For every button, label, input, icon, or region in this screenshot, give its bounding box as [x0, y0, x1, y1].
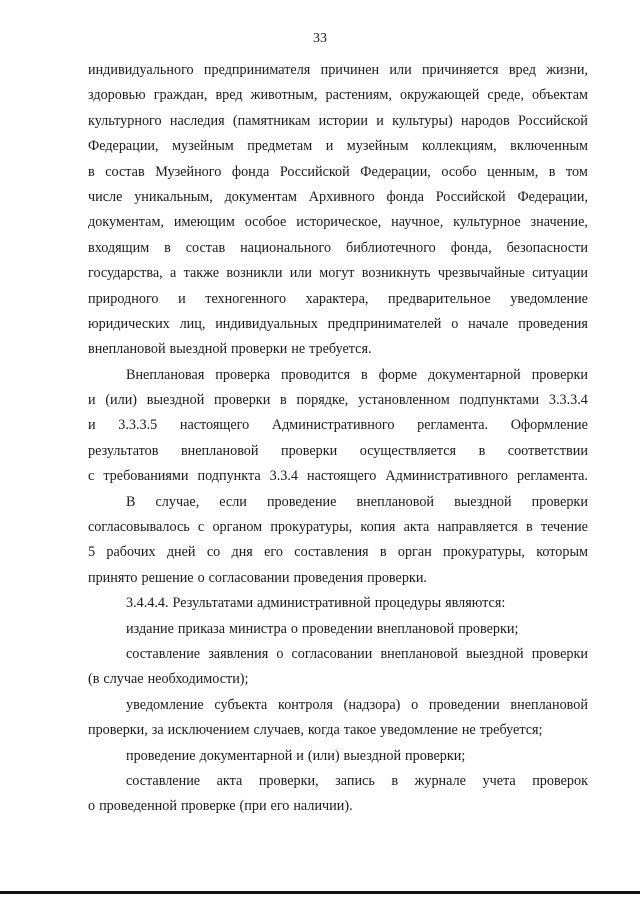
word: наследия: [169, 112, 225, 129]
word: в: [280, 392, 287, 409]
word: особо: [441, 163, 477, 180]
word: проверке: [180, 798, 236, 815]
word: не: [291, 341, 306, 358]
paragraph: [88, 617, 588, 642]
word: проверки: [531, 493, 588, 510]
word: уведомление: [510, 290, 588, 307]
word: согласовывалось: [88, 519, 190, 536]
word: имеющим: [173, 214, 235, 231]
word: ценным,: [487, 163, 539, 180]
word: и: [296, 747, 304, 764]
word: рабочих: [106, 544, 156, 561]
word: жизни,: [546, 62, 588, 78]
word: проверки,: [88, 722, 148, 739]
word: внеплановой: [380, 645, 458, 662]
word: и: [376, 112, 384, 129]
word: прокуратуры,: [443, 544, 525, 561]
word: уведомление: [380, 722, 458, 739]
text-line: [88, 109, 588, 134]
word: Федерации,: [517, 188, 588, 205]
word: согласовании: [291, 645, 373, 662]
word: документарной: [427, 366, 521, 383]
word: выездной: [454, 493, 512, 510]
word: Федерации,: [360, 163, 431, 180]
word: предварительное: [387, 290, 491, 307]
word: органом: [212, 519, 263, 536]
word: установленном: [358, 392, 450, 409]
word: проверки: [214, 392, 271, 409]
word: в: [478, 442, 486, 459]
word: индивидуального: [88, 62, 194, 78]
text-line: [88, 312, 588, 337]
text-line: [88, 337, 588, 362]
word: или: [389, 62, 412, 78]
word: библиотечного: [345, 239, 436, 256]
word: административной: [257, 595, 371, 612]
word: Российской: [435, 188, 506, 205]
word: о: [411, 696, 419, 713]
word: состав: [185, 239, 226, 256]
word: 3.3.3.4: [548, 392, 588, 409]
word: выездной: [169, 341, 228, 358]
text-line: [88, 769, 588, 794]
word: в: [379, 544, 387, 561]
word: требуется;: [479, 722, 543, 739]
word: Российской: [517, 112, 588, 129]
word: результатов: [88, 442, 159, 459]
word: в: [391, 772, 399, 789]
word: индивидуальных: [215, 315, 318, 332]
word: фонда,: [450, 239, 492, 256]
word: Административного: [271, 417, 395, 434]
text-line: [88, 540, 588, 565]
page-bottom-border: [0, 891, 640, 894]
word: проведении: [301, 620, 373, 637]
word: природного: [88, 290, 159, 307]
word: причинен: [320, 62, 380, 78]
word: или: [289, 265, 312, 282]
word: Результатами: [172, 595, 254, 612]
word: за: [151, 722, 164, 739]
word: и: [88, 392, 96, 409]
word: внеплановой: [180, 442, 259, 459]
text-line: [88, 413, 588, 438]
word: историческое,: [296, 214, 382, 231]
word: коллекциям,: [421, 138, 497, 155]
word: проверки: [531, 366, 588, 383]
word: растениям,: [325, 87, 392, 104]
text-line: [88, 794, 588, 819]
word: (в: [88, 671, 100, 688]
word: проведенной: [99, 798, 177, 815]
word: проводится: [280, 366, 351, 383]
word: контроля: [278, 696, 333, 713]
word: регламента.: [517, 468, 588, 485]
text-line: [88, 439, 588, 464]
word: проверок: [532, 772, 588, 789]
word: исключением: [167, 722, 250, 739]
word: проверки: [231, 341, 288, 358]
word: документарной: [199, 747, 293, 764]
word: внеплановой: [356, 493, 435, 510]
word: учета: [482, 772, 516, 789]
word: настоящего: [307, 468, 377, 485]
word: уведомление: [126, 696, 204, 713]
word: орган: [397, 544, 432, 561]
text-line: [88, 591, 588, 616]
text-line: [88, 210, 588, 235]
word: 5: [88, 544, 96, 561]
word: В: [126, 493, 136, 510]
word: о: [290, 620, 298, 637]
paragraph: [88, 490, 588, 592]
word: культурного: [88, 112, 162, 129]
word: настоящего: [179, 417, 250, 434]
word: с: [197, 519, 205, 536]
word: Архивного: [308, 188, 375, 205]
word: в: [360, 366, 368, 383]
word: наличии).: [293, 798, 353, 815]
document-body: [88, 58, 588, 820]
word: не: [461, 722, 476, 739]
word: запись: [335, 772, 375, 789]
word: требованиями: [103, 468, 189, 485]
text-line: [88, 160, 588, 185]
word: являются:: [445, 595, 506, 612]
word: и: [178, 290, 186, 307]
text-line: [88, 744, 588, 769]
word: министра: [229, 620, 287, 637]
word: Музейного: [155, 163, 222, 180]
word: Административного: [385, 468, 509, 485]
word: составление: [126, 645, 201, 662]
word: субъекта: [214, 696, 268, 713]
word: предпринимателя: [203, 62, 311, 78]
word: которым: [536, 544, 588, 561]
word: проверки,: [258, 772, 319, 789]
word: (или): [105, 392, 138, 409]
word: животным,: [250, 87, 318, 104]
word: необходимости);: [147, 671, 249, 688]
word: национального: [240, 239, 332, 256]
word: проведения: [293, 569, 364, 586]
word: среде,: [487, 87, 524, 104]
paragraph: [88, 591, 588, 616]
word: требуется.: [309, 341, 372, 358]
word: числе: [88, 188, 123, 205]
word: о: [88, 798, 96, 815]
word: вред: [215, 87, 243, 104]
word: течение: [540, 519, 588, 536]
word: безопасности: [506, 239, 588, 256]
word: чрезвычайные: [437, 265, 525, 282]
text-line: [88, 261, 588, 286]
word: проверки;: [405, 747, 466, 764]
word: решение: [141, 569, 194, 586]
word: (памятникам: [232, 112, 311, 129]
word: окружающей: [400, 87, 480, 104]
word: причиняется: [421, 62, 499, 78]
word: культурное: [453, 214, 521, 231]
word: составление: [126, 772, 201, 789]
word: входящим: [88, 239, 150, 256]
word: Внеплановая: [126, 366, 205, 383]
word: юридических: [88, 315, 170, 332]
word: выездной: [146, 392, 205, 409]
word: проверки: [531, 645, 588, 662]
word: предпринимателей: [327, 315, 442, 332]
word: составления: [294, 544, 369, 561]
text-line: [88, 363, 588, 388]
word: начале: [468, 315, 509, 332]
word: в: [88, 163, 95, 180]
word: (надзора): [343, 696, 401, 713]
word: (при: [239, 798, 267, 815]
word: журнале: [414, 772, 466, 789]
word: Федерации,: [88, 138, 159, 155]
word: о: [451, 315, 459, 332]
word: выездной: [343, 747, 402, 764]
word: Оформление: [510, 417, 588, 434]
word: в: [526, 519, 533, 536]
word: выездной: [466, 645, 524, 662]
word: случаев,: [253, 722, 304, 739]
word: ситуации: [532, 265, 588, 282]
text-line: [88, 58, 588, 83]
word: 3.3.4: [269, 468, 299, 485]
word: объектам: [532, 87, 588, 104]
text-line: [88, 236, 588, 261]
word: акта: [216, 772, 243, 789]
text-line: [88, 490, 588, 515]
paragraph: [88, 58, 588, 363]
word: такое: [343, 722, 377, 739]
word: том: [566, 163, 588, 180]
word: проверки;: [458, 620, 519, 637]
word: народов: [461, 112, 510, 129]
word: регламента.: [417, 417, 489, 434]
word: научное,: [391, 214, 444, 231]
word: и: [325, 138, 334, 155]
word: документам,: [88, 214, 164, 231]
word: подпункта: [197, 468, 261, 485]
word: принято: [88, 569, 138, 586]
text-line: [88, 617, 588, 642]
word: Российской: [279, 163, 350, 180]
word: вред: [508, 62, 536, 78]
word: если: [219, 493, 247, 510]
word: дней: [166, 544, 196, 561]
word: фонда: [231, 163, 270, 180]
word: внеплановой: [376, 620, 455, 637]
paragraph: [88, 693, 588, 744]
word: проверки.: [367, 569, 427, 586]
text-line: [88, 718, 588, 743]
word: издание: [126, 620, 174, 637]
word: возникнуть: [361, 265, 431, 282]
word: приказа: [177, 620, 226, 637]
word: форме: [378, 366, 418, 383]
word: музейным: [346, 138, 409, 155]
word: заявления: [208, 645, 269, 662]
word: в: [548, 163, 556, 180]
word: с: [88, 468, 95, 485]
word: культуры): [392, 112, 453, 129]
word: характера,: [305, 290, 369, 307]
text-line: [88, 134, 588, 159]
word: согласовании: [208, 569, 290, 586]
text-line: [88, 667, 588, 692]
text-line: [88, 185, 588, 210]
page-number: 33: [313, 31, 327, 46]
word: его: [264, 544, 283, 561]
paragraph: [88, 642, 588, 693]
word: музейным: [172, 138, 234, 155]
word: случае,: [155, 493, 200, 510]
word: уникальным,: [134, 188, 213, 205]
text-line: [88, 287, 588, 312]
word: проведения: [518, 315, 588, 332]
word: и: [88, 417, 96, 434]
word: фонда: [386, 188, 424, 205]
paragraph: [88, 363, 588, 490]
word: осуществляется: [359, 442, 457, 459]
word: со: [206, 544, 221, 561]
word: внеплановой: [88, 341, 166, 358]
word: внеплановой: [510, 696, 588, 713]
word: 3.3.3.5: [118, 417, 158, 434]
word: проведение: [266, 493, 337, 510]
paragraph: [88, 744, 588, 769]
word: истории: [318, 112, 368, 129]
word: копия: [360, 519, 396, 536]
word: о: [197, 569, 205, 586]
word: его: [270, 798, 290, 815]
word: возникли: [226, 265, 283, 282]
word: а: [169, 265, 177, 282]
word: процедуры: [374, 595, 442, 612]
word: дня: [231, 544, 253, 561]
text-line: [88, 642, 588, 667]
text-line: [88, 464, 588, 489]
word: направляется: [437, 519, 518, 536]
word: проверки: [280, 442, 338, 459]
word: значение,: [530, 214, 588, 231]
word: случае: [103, 671, 144, 688]
text-line: [88, 83, 588, 108]
word: акта: [403, 519, 430, 536]
text-line: [88, 515, 588, 540]
word: состав: [105, 163, 145, 180]
word: когда: [307, 722, 340, 739]
paragraph: [88, 769, 588, 820]
text-line: [88, 693, 588, 718]
word: особое: [244, 214, 287, 231]
word: проведении: [428, 696, 500, 713]
text-line: [88, 566, 588, 591]
word: проверка: [215, 366, 271, 383]
word: прокуратуры,: [270, 519, 353, 536]
word: о: [276, 645, 284, 662]
word: порядке,: [296, 392, 349, 409]
word: (или): [307, 747, 340, 764]
word: могут: [319, 265, 355, 282]
word: 3.4.4.4.: [126, 595, 169, 612]
word: в: [164, 239, 171, 256]
word: государства,: [88, 265, 163, 282]
word: техногенного: [205, 290, 287, 307]
word: граждан,: [153, 87, 208, 104]
word: документам: [224, 188, 297, 205]
word: также: [183, 265, 220, 282]
text-line: [88, 388, 588, 413]
word: проведение: [126, 747, 196, 764]
word: предметам: [247, 138, 313, 155]
word: включенным: [510, 138, 588, 155]
word: подпунктами: [459, 392, 540, 409]
word: соответствии: [507, 442, 588, 459]
word: лиц,: [179, 315, 206, 332]
word: здоровью: [88, 87, 146, 104]
